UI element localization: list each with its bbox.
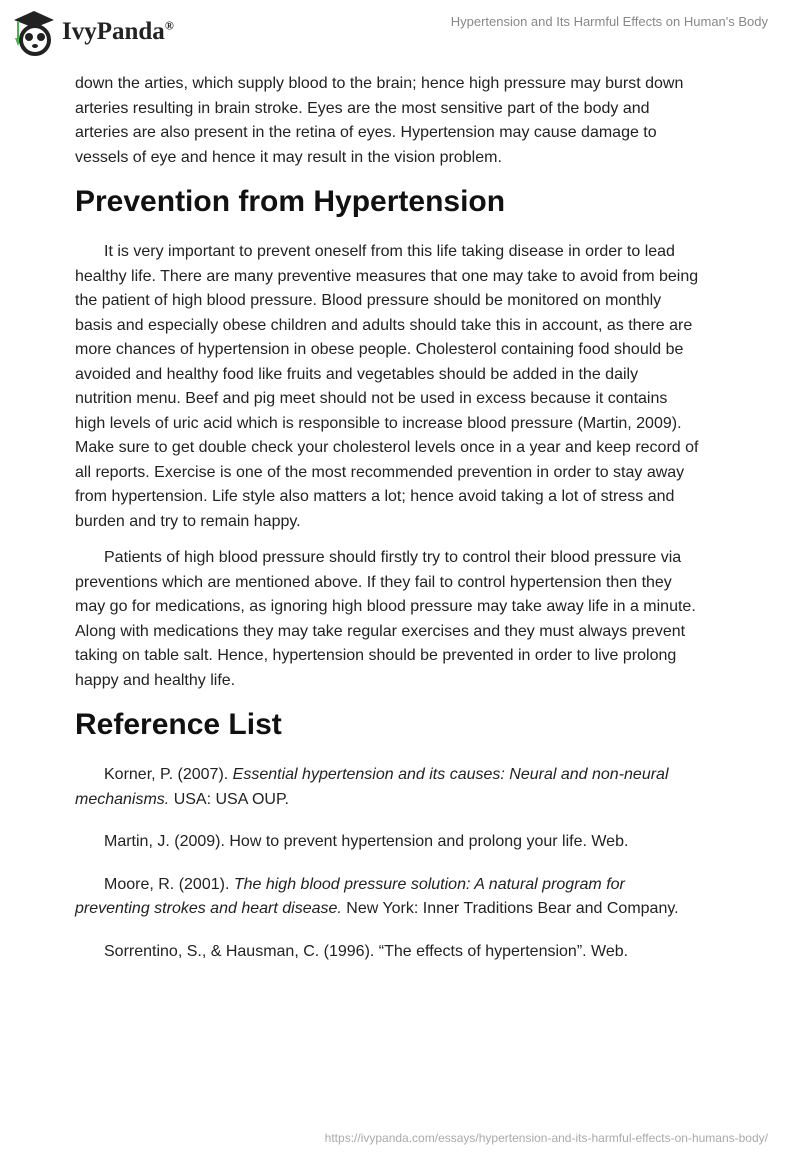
- reference-item: [75, 763, 735, 812]
- text-line: vessels of eye and hence it may result in the vision problem.: [75, 148, 502, 166]
- text-line: Along with medications they may take regular exercises and they must always prevent: [75, 622, 686, 640]
- prevention-heading: Prevention from Hypertension: [75, 185, 506, 218]
- text-line: burden and try to remain happy.: [75, 512, 301, 530]
- ref-title: preventing strokes and heart disease.: [75, 900, 342, 917]
- reference-item: [75, 940, 735, 965]
- source-url[interactable]: https://ivypanda.com/essays/hypertension-and-its-harmful-effects-on-humans-body/: [324, 1131, 768, 1145]
- text-line: taking on table salt. Hence, hypertension should be prevented in order to live prolong: [75, 647, 677, 664]
- registered-mark: ®: [164, 18, 174, 33]
- ref-text: Martin, J. (2009). How to prevent hypertension and prolong your life. Web.: [104, 833, 629, 850]
- text-line: from hypertension. Life style also matters a lot; hence avoid taking a lot of stress and: [75, 488, 675, 505]
- ref-author: Moore, R. (2001).: [104, 875, 234, 893]
- text-line: arteries resulting in brain stroke. Eyes are the most sensitive part of the body and: [75, 99, 650, 117]
- text-line: more chances of hypertension in obese people. Cholesterol containing food should be: [75, 341, 684, 358]
- text-line: happy and healthy life.: [75, 671, 236, 689]
- text-line: avoided and healthy food like fruits and vegetables should be added in the daily: [75, 365, 639, 383]
- ref-title: Essential hypertension and its causes: Neural and non-neural: [232, 766, 669, 783]
- text-line: all reports. Exercise is one of the most recommended prevention in order to stay away: [75, 463, 685, 481]
- ref-author: Korner, P. (2007).: [104, 766, 233, 783]
- text-line: basis and especially obese children and adults should take this in account, as there are: [75, 316, 693, 334]
- essay-content: [75, 72, 735, 982]
- text-line: Patients of high blood pressure should firstly try to control their blood pressure via: [104, 549, 682, 566]
- ref-publisher: USA: USA OUP.: [169, 790, 289, 808]
- references-heading: Reference List: [75, 708, 282, 741]
- ref-text: Sorrentino, S., & Hausman, C. (1996). “The effects of hypertension”. Web.: [104, 942, 629, 960]
- reference-item: [75, 830, 735, 855]
- text-line: preventions which are mentioned above. If they fail to control hypertension then they: [75, 573, 672, 591]
- logo-text: IvyPanda: [62, 18, 165, 45]
- text-line: nutrition menu. Beef and pig meet should not be used in excess because it contains: [75, 390, 668, 407]
- text-line: Make sure to get double check your cholesterol levels once in a year and keep record of: [75, 439, 699, 456]
- panda-graduate-icon: [12, 8, 56, 56]
- text-line: It is very important to prevent oneself from this life taking disease in order to lead: [104, 243, 675, 260]
- text-line: down the arties, which supply blood to the brain; hence high pressure may burst down: [75, 75, 684, 92]
- document-title: Hypertension and Its Harmful Effects on Human's Body: [450, 14, 768, 29]
- ref-publisher: New York: Inner Traditions Bear and Company.: [341, 900, 679, 917]
- intro-paragraph: [75, 72, 735, 170]
- reference-item: [75, 873, 735, 922]
- ivypanda-logo[interactable]: [12, 8, 174, 56]
- text-line: arteries are also present in the retina of eyes. Hypertension may cause damage to: [75, 124, 657, 141]
- prevention-paragraph-1: [75, 240, 735, 534]
- text-line: the patient of high blood pressure. Blood pressure should be monitored on monthly: [75, 292, 662, 309]
- text-line: healthy life. There are many preventive measures that one may take to avoid from being: [75, 267, 699, 285]
- ref-title: mechanisms.: [75, 790, 170, 808]
- ref-title: The high blood pressure solution: A natural program for: [233, 875, 625, 893]
- text-line: may go for medications, as ignoring high blood pressure may take away life in a minute.: [75, 598, 696, 615]
- prevention-paragraph-2: [75, 546, 735, 693]
- text-line: high levels of uric acid which is responsible to increase blood pressure (Martin, 2009).: [75, 414, 682, 432]
